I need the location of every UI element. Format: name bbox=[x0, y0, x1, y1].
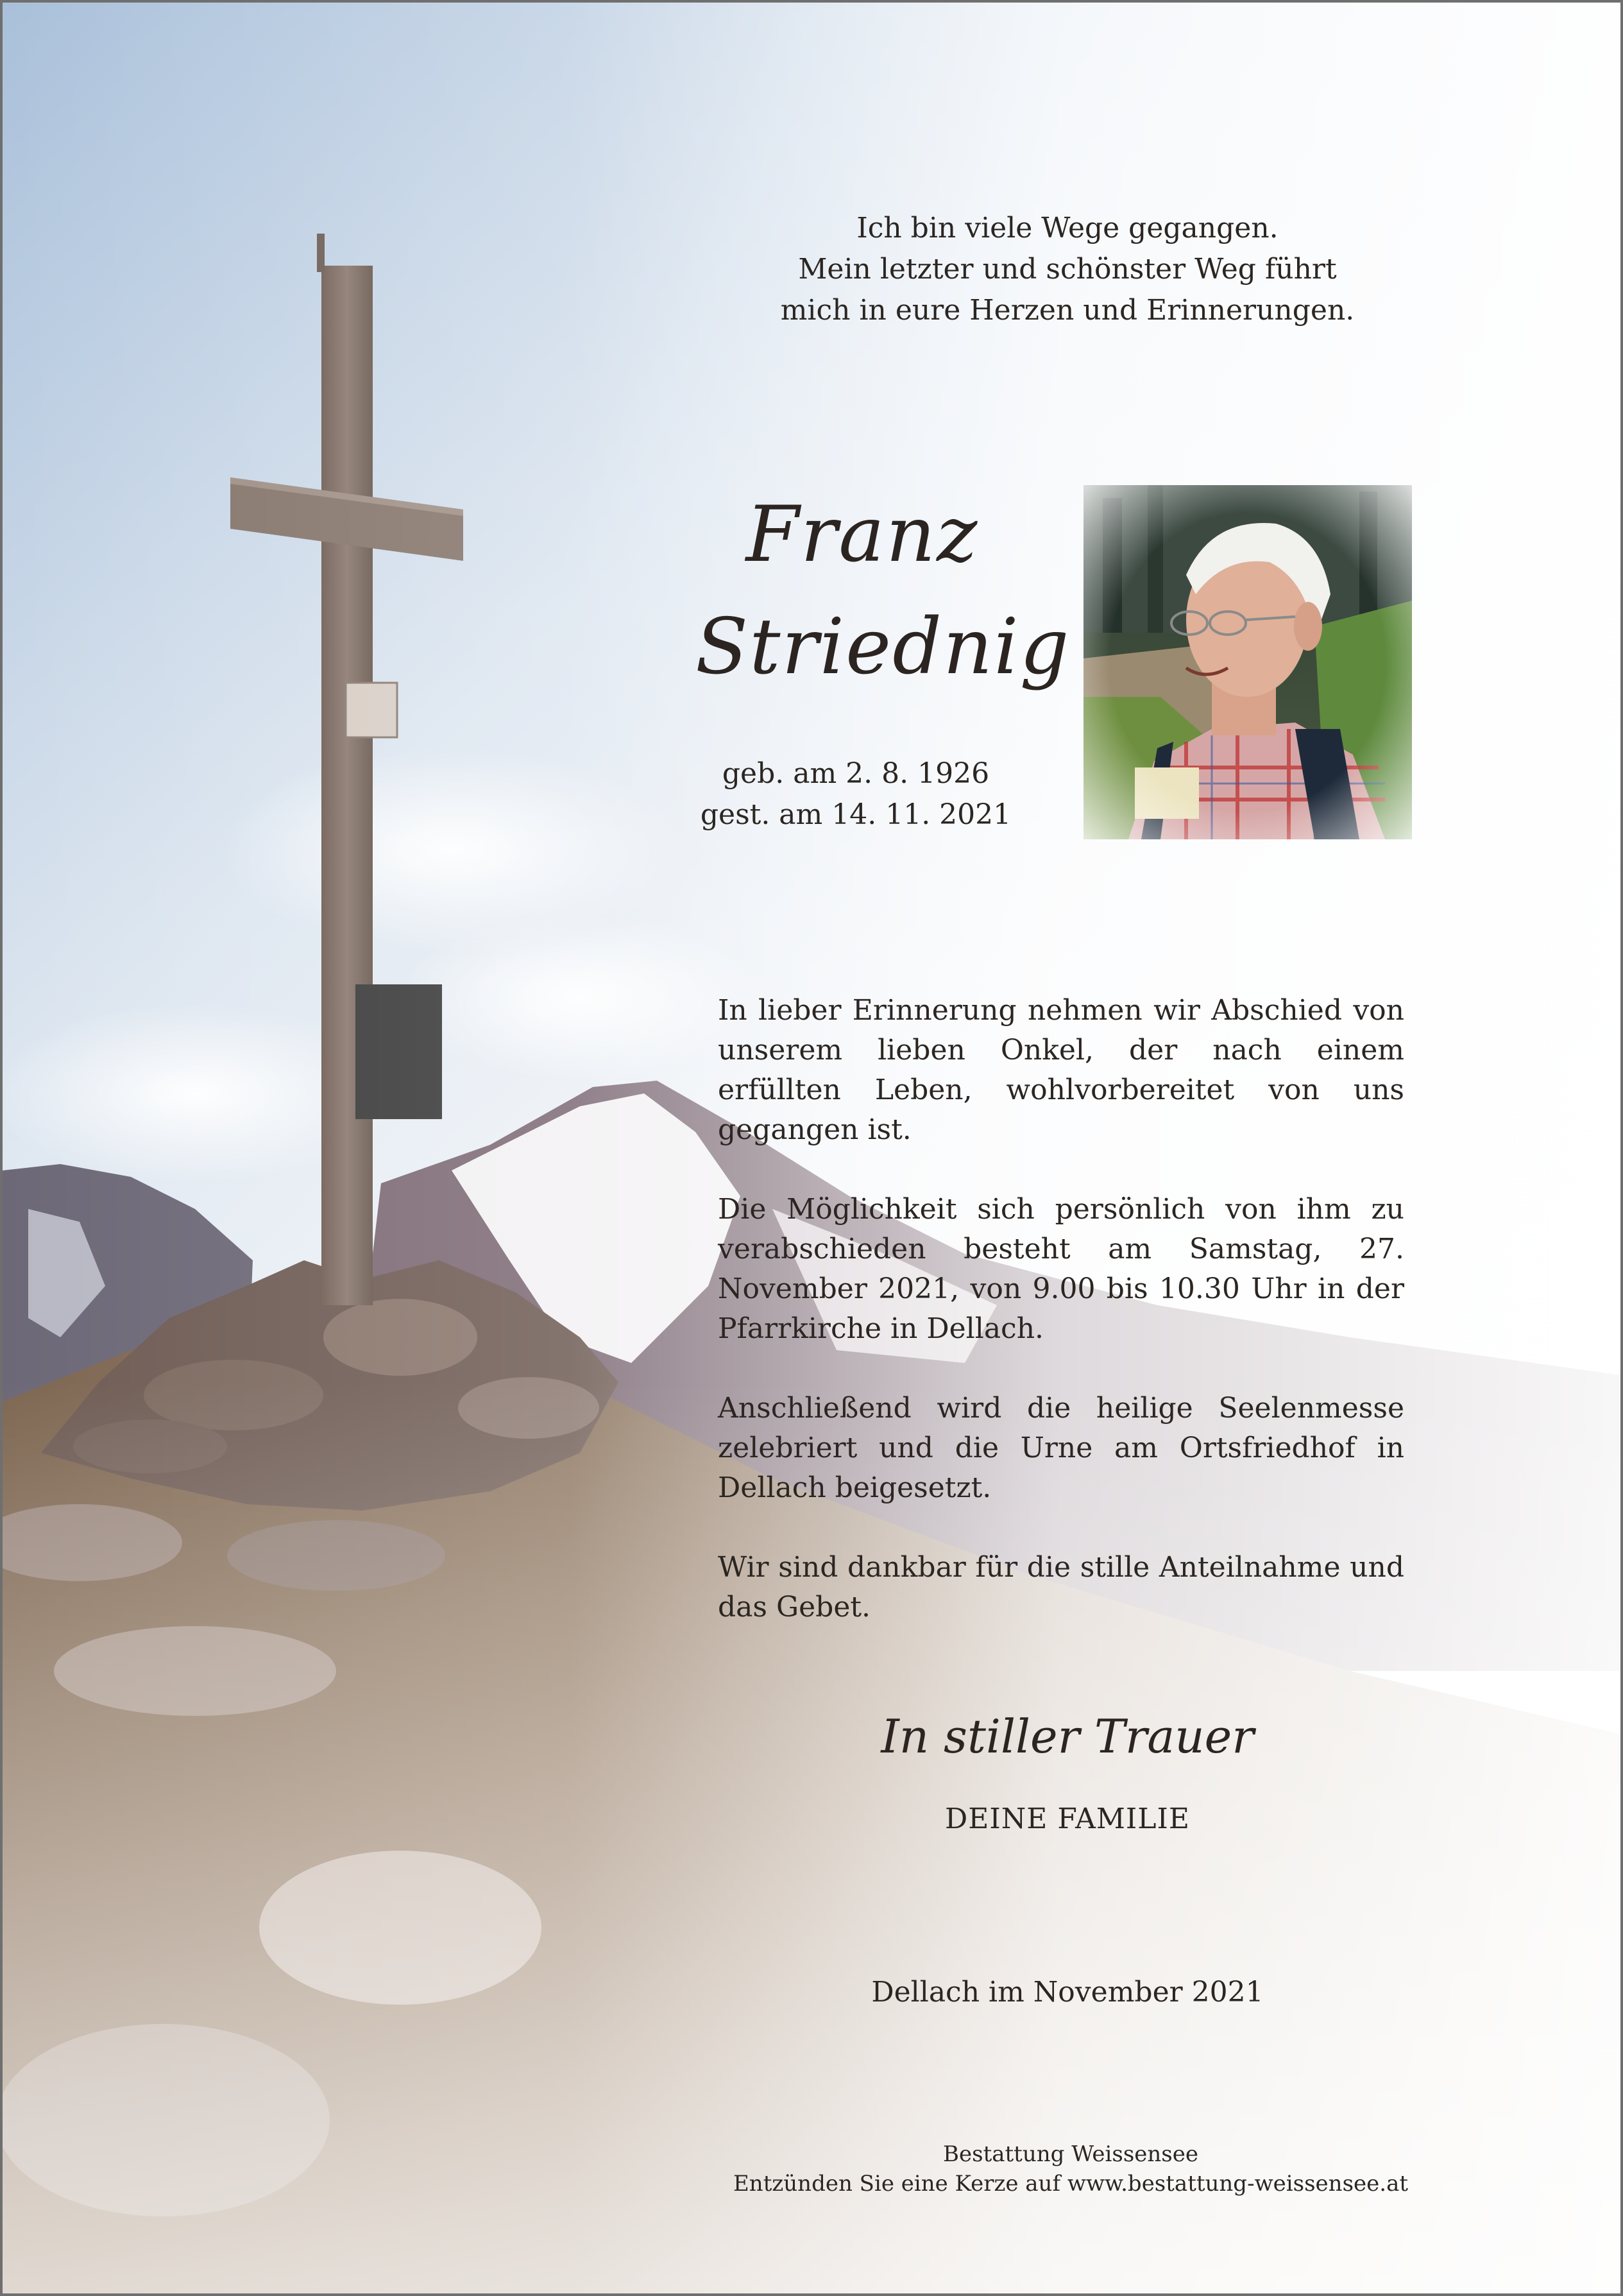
deceased-first-name: Franz bbox=[745, 490, 979, 579]
deceased-last-name: Striednig bbox=[695, 603, 1071, 692]
body-paragraph-3: Anschließend wird die heilige Seelenmesse zelebriert und die Urne am Ortsfriedhof in Dellach beigesetzt. bbox=[718, 1392, 1404, 1504]
memorial-verse bbox=[747, 208, 1388, 331]
verse-line-3: mich in eure Herzen und Erinnerungen. bbox=[780, 294, 1355, 327]
obituary-body bbox=[718, 991, 1404, 1667]
verse-line-2: Mein letzter und schönster Weg führt bbox=[798, 253, 1337, 286]
body-paragraph-4: Wir sind dankbar für die stille Anteilnahme und das Gebet. bbox=[718, 1551, 1404, 1623]
candle-link-text: Entzünden Sie eine Kerze auf www.bestattung-weissensee.at bbox=[733, 2171, 1409, 2197]
body-paragraph-1: In lieber Erinnerung nehmen wir Abschied von unserem lieben Onkel, der nach einem erfüllten Leben, wohlvorbereitet von uns gegangen ist. bbox=[718, 994, 1404, 1146]
funeral-company: Bestattung Weissensee bbox=[943, 2141, 1198, 2167]
birth-date: geb. am 2. 8. 1926 bbox=[722, 757, 990, 790]
portrait-photo bbox=[1083, 485, 1412, 839]
death-date: gest. am 14. 11. 2021 bbox=[700, 798, 1012, 831]
life-dates bbox=[695, 753, 1016, 835]
verse-line-1: Ich bin viele Wege gegangen. bbox=[856, 212, 1279, 244]
footer bbox=[683, 2139, 1459, 2198]
place-and-date: Dellach im November 2021 bbox=[871, 1976, 1264, 2009]
portrait-image bbox=[1083, 485, 1412, 839]
body-paragraph-2: Die Möglichkeit sich persönlich von ihm zu verabschieden besteht am Samstag, 27. November 2021, von 9.00 bis 10.30 Uhr in der Pfarrkirche in Dellach. bbox=[718, 1193, 1404, 1345]
family-signature: DEINE FAMILIE bbox=[944, 1803, 1190, 1835]
in-mourning-heading: In stiller Trauer bbox=[881, 1709, 1254, 1763]
